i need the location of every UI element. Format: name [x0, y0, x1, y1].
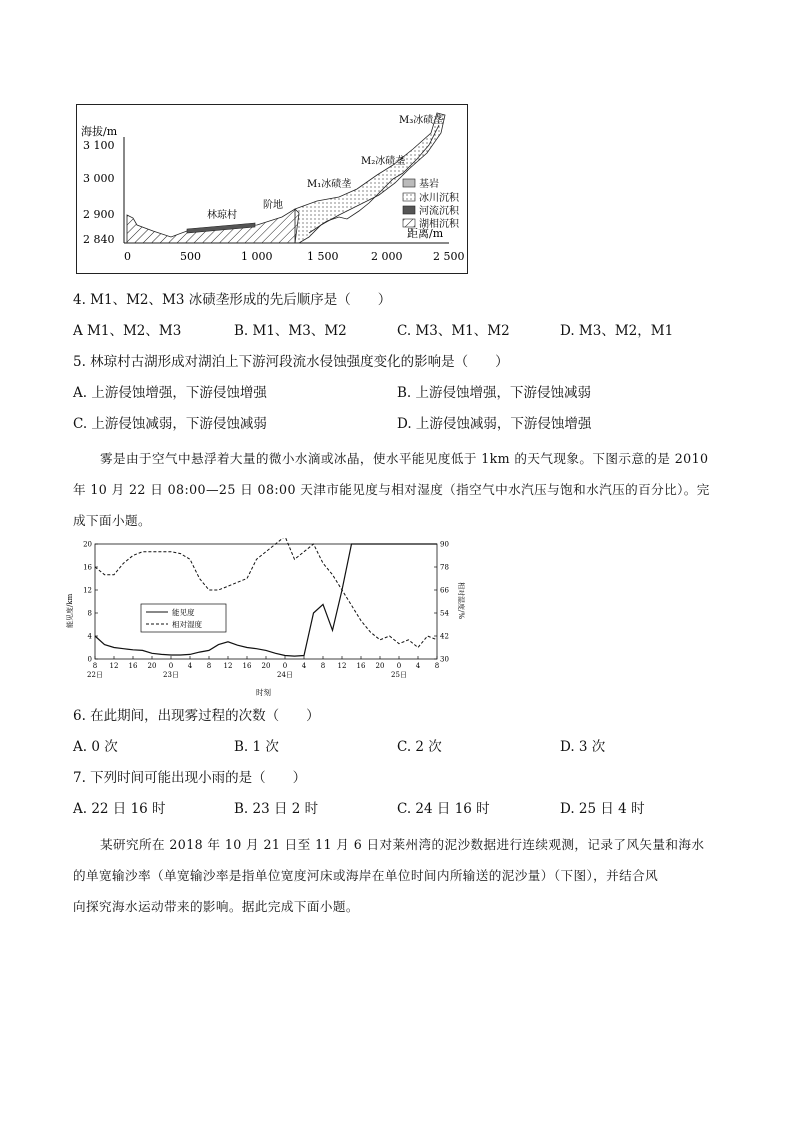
x-axis-label: 时刻 [256, 688, 271, 697]
x-tick: 2 000 [371, 250, 403, 263]
x-tick-label: 0 [396, 662, 402, 670]
x-tick-label: 16 [128, 662, 138, 670]
passage3-line3: 向探究海水运动带来的影响。据此完成下面小题。 [73, 899, 359, 914]
day-label: 23日 [163, 671, 179, 679]
q7-option-d[interactable]: D. 25 日 4 时 [560, 801, 645, 817]
q6-stem: 6. 在此期间，出现雾过程的次数（ ） [73, 708, 320, 724]
legend-label: 冰川沉积 [419, 193, 459, 204]
q4-option-b[interactable]: B. M1、M3、M2 [234, 323, 347, 339]
legend-swatch-bedrock [403, 179, 415, 187]
q5-option-a[interactable]: A. 上游侵蚀增强，下游侵蚀增强 [73, 385, 267, 401]
right-tick-label: 42 [440, 632, 449, 641]
right-axis-label: 相对湿度/% [457, 582, 465, 620]
moraine-profile-svg [77, 105, 467, 273]
x-tick-label: 20 [261, 662, 271, 670]
day-label: 24日 [277, 671, 293, 679]
left-tick-label: 0 [87, 655, 92, 664]
x-tick-label: 8 [92, 662, 98, 670]
day-label: 25日 [391, 671, 407, 679]
visibility-series-line [95, 544, 437, 656]
passage2-line3: 成下面小题。 [73, 513, 151, 528]
x-tick-label: 8 [206, 662, 212, 670]
q5-option-d[interactable]: D. 上游侵蚀减弱，下游侵蚀增强 [397, 416, 592, 432]
q7-stem: 7. 下列时间可能出现小雨的是（ ） [73, 770, 307, 786]
x-tick: 2 500 [433, 250, 465, 263]
passage2-line2: 年 10 月 22 日 08:00—25 日 08:00 天津市能见度与相对湿度（指空气中水汽压与饱和水汽压的百分比）。完 [73, 482, 710, 497]
plot-frame [95, 544, 437, 659]
x-tick-label: 16 [356, 662, 366, 670]
y-tick: 2 900 [83, 208, 115, 221]
right-tick-label: 78 [440, 563, 449, 572]
visibility-humidity-chart [66, 538, 466, 698]
day-label: 22日 [87, 671, 103, 679]
left-tick-label: 4 [87, 632, 92, 641]
x-tick-label: 8 [320, 662, 326, 670]
x-tick-label: 16 [242, 662, 252, 670]
right-tick-label: 30 [440, 655, 449, 664]
q7-option-c[interactable]: C. 24 日 16 时 [397, 801, 490, 817]
y-axis-label: 海拔/m [81, 125, 118, 138]
legend-label: 河流沉积 [419, 206, 459, 217]
right-tick-label: 54 [440, 609, 449, 618]
legend-swatch-river [403, 206, 415, 214]
q5-option-c[interactable]: C. 上游侵蚀减弱，下游侵蚀减弱 [73, 416, 267, 432]
left-tick-label: 16 [83, 563, 92, 572]
q6-option-d[interactable]: D. 3 次 [560, 739, 606, 755]
passage2-line1: 雾是由于空气中悬浮着大量的微小水滴或冰晶，使水平能见度低于 1km 的天气现象。下图示意的是 2010 [100, 451, 709, 466]
x-tick-label: 20 [147, 662, 157, 670]
village-label: 林琼村 [207, 210, 237, 221]
legend-humidity-label: 相对湿度 [172, 620, 202, 629]
q7-option-b[interactable]: B. 23 日 2 时 [234, 801, 319, 817]
x-tick-label: 4 [187, 662, 193, 670]
left-tick-label: 8 [87, 609, 92, 618]
x-tick-label: 0 [168, 662, 174, 670]
right-tick-label: 90 [440, 540, 449, 549]
x-tick-label: 20 [375, 662, 385, 670]
q5-option-b[interactable]: B. 上游侵蚀增强，下游侵蚀减弱 [397, 385, 592, 401]
passage3-line1: 某研究所在 2018 年 10 月 21 日至 11 月 6 日对莱州湾的泥沙数据进行连续观测，记录了风矢量和海水 [100, 837, 705, 852]
x-tick-label: 0 [282, 662, 288, 670]
figure1-legend [403, 177, 460, 230]
legend-visibility-label: 能见度 [172, 608, 195, 617]
x-tick-label: 4 [415, 662, 421, 670]
x-tick-label: 8 [434, 662, 440, 670]
m3-moraine-label: M₃冰碛垄 [399, 115, 444, 126]
y-tick: 3 000 [83, 172, 115, 185]
legend-label: 基岩 [419, 179, 439, 190]
passage3-line2: 的单宽输沙率（单宽输沙率是指单位宽度河床或海岸在单位时间内所输送的泥沙量）（下图），并结合风 [73, 868, 659, 883]
q6-option-c[interactable]: C. 2 次 [397, 739, 442, 755]
q6-option-b[interactable]: B. 1 次 [234, 739, 279, 755]
legend-swatch-lake [403, 219, 415, 227]
q4-option-d[interactable]: D. M3、M2，M1 [560, 323, 674, 339]
terrace-label: 阶地 [263, 200, 283, 211]
legend-label: 湖相沉积 [419, 219, 459, 230]
x-tick: 1 000 [241, 250, 273, 263]
legend-swatch-glacial [403, 193, 415, 201]
x-tick: 0 [124, 250, 131, 263]
q5-stem: 5. 林琼村古湖形成对湖泊上下游河段流水侵蚀强度变化的影响是（ ） [73, 354, 509, 370]
q7-option-a[interactable]: A. 22 日 16 时 [73, 801, 166, 817]
x-tick-label: 12 [337, 662, 347, 670]
left-axis-label: 能见度/km [66, 593, 74, 628]
left-tick-label: 20 [83, 540, 92, 549]
x-tick: 1 500 [307, 250, 339, 263]
x-tick-label: 12 [223, 662, 233, 670]
x-axis-label: 距离/m [407, 227, 444, 240]
x-tick-label: 12 [109, 662, 119, 670]
q4-option-c[interactable]: C. M3、M1、M2 [397, 323, 510, 339]
right-tick-label: 66 [440, 586, 449, 595]
chart-legend [141, 604, 226, 632]
x-tick-label: 4 [301, 662, 307, 670]
y-tick: 3 100 [83, 139, 115, 152]
m2-moraine-label: M₂冰碛垄 [361, 156, 406, 167]
m1-moraine-label: M₁冰碛垄 [307, 179, 352, 190]
q4-option-a[interactable]: A M1、M2、M3 [73, 323, 182, 339]
q6-option-a[interactable]: A. 0 次 [73, 739, 118, 755]
x-tick: 500 [180, 250, 201, 263]
y-tick: 2 840 [83, 233, 115, 246]
moraine-profile-figure [76, 104, 468, 274]
left-tick-label: 12 [83, 586, 92, 595]
q4-stem: 4. M1、M2、M3 冰碛垄形成的先后顺序是（ ） [73, 292, 392, 308]
